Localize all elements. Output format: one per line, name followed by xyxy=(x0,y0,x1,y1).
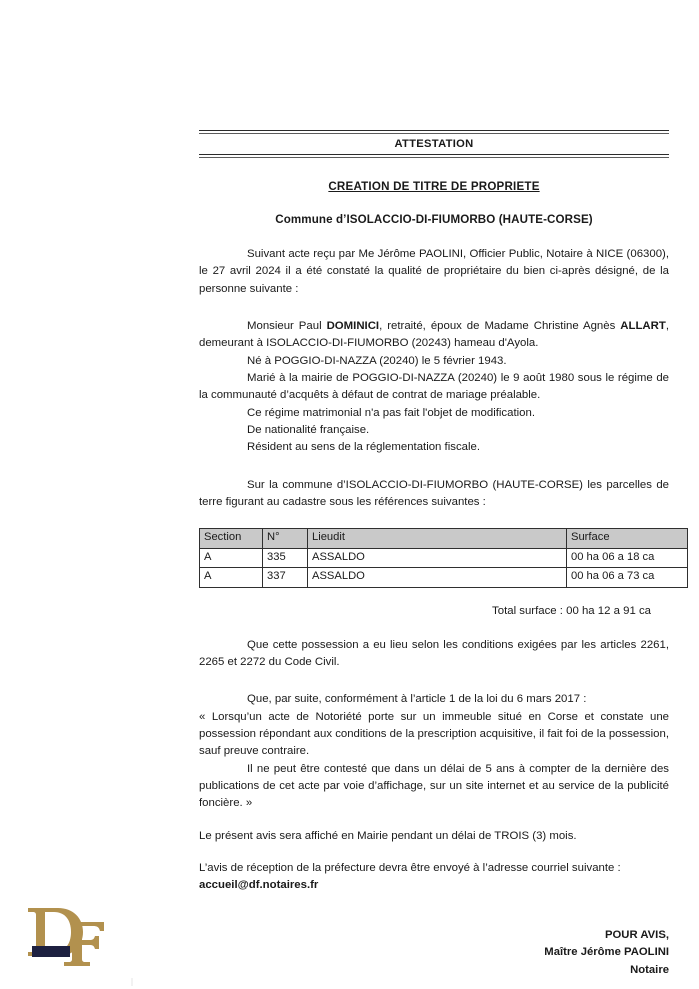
paragraph-person-identity xyxy=(199,318,669,353)
parcels-table-wrapper xyxy=(199,528,669,587)
df-monogram-logo xyxy=(22,900,118,972)
paragraph-parcels-intro: Sur la commune d’ISOLACCIO-DI-FIUMORBO (HAUTE-CORSE) les parcelles de terre figurant au cadastre sous les références suivantes : xyxy=(199,478,669,508)
paragraph-possession: Que cette possession a eu lieu selon les conditions exigées par les articles 2261, 2265 et 2272 du Code Civil. xyxy=(199,638,669,668)
cell-section: A xyxy=(200,548,263,567)
paragraph-prefecture: L’avis de réception de la préfecture devra être envoyé à l’adresse courriel suivante : xyxy=(199,861,621,874)
logo-navy-bar xyxy=(32,946,70,957)
paragraph-matrimonial-regime: Ce régime matrimonial n'a pas fait l'objet de modification. xyxy=(247,406,535,419)
parcels-table xyxy=(199,528,688,587)
document-subtitle: CREATION DE TITRE DE PROPRIETE xyxy=(328,180,540,193)
person-surname: DOMINICI xyxy=(326,319,380,332)
paragraph-marriage: Marié à la mairie de POGGIO-DI-NAZZA (20240) le 9 août 1980 sous le régime de la communauté d’acquêts à défaut de contrat de mariage préalable. xyxy=(199,371,669,402)
paragraph-quote-part2: Il ne peut être contesté que dans un délai de 5 ans à compter de la dernière des publications de cet acte par voie d’affichage, sur un site internet et au service de la publicité foncière. » xyxy=(199,762,669,810)
table-header-row xyxy=(200,529,688,548)
signature-block xyxy=(199,927,669,980)
column-header-lieudit: Lieudit xyxy=(308,529,567,548)
total-surface-line: Total surface : 00 ha 12 a 91 ca xyxy=(492,604,651,617)
paragraph-acte-intro: Suivant acte reçu par Me Jérôme PAOLINI, Officier Public, Notaire à NICE (06300), le 27 avril 2024 il a été constaté la qualité de propriétaire du bien ci-après désigné, de la personne suivante : xyxy=(199,248,669,295)
page-bottom-mark xyxy=(131,978,133,986)
cell-section: A xyxy=(200,568,263,587)
cell-lieudit: ASSALDO xyxy=(308,568,567,587)
person-prefix: Monsieur Paul xyxy=(247,319,327,332)
contact-email[interactable]: accueil@df.notaires.fr xyxy=(199,879,319,892)
paragraph-quote-part1: « Lorsqu’un acte de Notoriété porte sur un immeuble situé en Corse et constate une possession répondant aux conditions de la prescription acquisitive, il fait foi de la possession, sauf preuve contraire. xyxy=(199,710,669,758)
person-residence: , demeurant à ISOLACCIO-DI-FIUMORBO (20243) hameau d'Ayola. xyxy=(199,319,669,350)
table-row xyxy=(200,568,688,587)
person-middle: , retraité, époux de Madame Christine Agnès xyxy=(379,319,621,332)
column-header-section: Section xyxy=(200,529,263,548)
parcels-table-head xyxy=(200,529,688,548)
paragraph-affichage: Le présent avis sera affiché en Mairie pendant un délai de TROIS (3) mois. xyxy=(199,829,577,842)
paragraph-resident: Résident au sens de la réglementation fiscale. xyxy=(247,441,481,454)
signature-notary-name: Maître Jérôme PAOLINI xyxy=(544,946,669,959)
signature-notary-role: Notaire xyxy=(630,963,669,976)
cell-surface: 00 ha 06 a 73 ca xyxy=(567,568,688,587)
signature-pour-avis: POUR AVIS, xyxy=(604,928,669,941)
cell-lieudit: ASSALDO xyxy=(308,548,567,567)
paragraph-nationality: De nationalité française. xyxy=(247,423,370,436)
commune-heading: Commune d’ISOLACCIO-DI-FIUMORBO (HAUTE-CORSE) xyxy=(275,213,593,226)
column-header-number: N° xyxy=(263,529,308,548)
cell-number: 337 xyxy=(263,568,308,587)
df-logo-icon xyxy=(22,900,118,972)
cell-surface: 00 ha 06 a 18 ca xyxy=(567,548,688,567)
paragraph-birth: Né à POGGIO-DI-NAZZA (20240) le 5 février 1943. xyxy=(247,354,507,367)
title-rule-bottom xyxy=(199,154,669,158)
table-row xyxy=(200,548,688,567)
spouse-surname: ALLART xyxy=(620,319,666,332)
page-title: ATTESTATION xyxy=(394,138,474,150)
column-header-surface: Surface xyxy=(567,529,688,548)
parcels-table-body xyxy=(200,548,688,587)
cell-number: 335 xyxy=(263,548,308,567)
document-content xyxy=(199,130,669,979)
paragraph-loi-intro: Que, par suite, conformément à l’article 1 de la loi du 6 mars 2017 : xyxy=(247,693,587,706)
